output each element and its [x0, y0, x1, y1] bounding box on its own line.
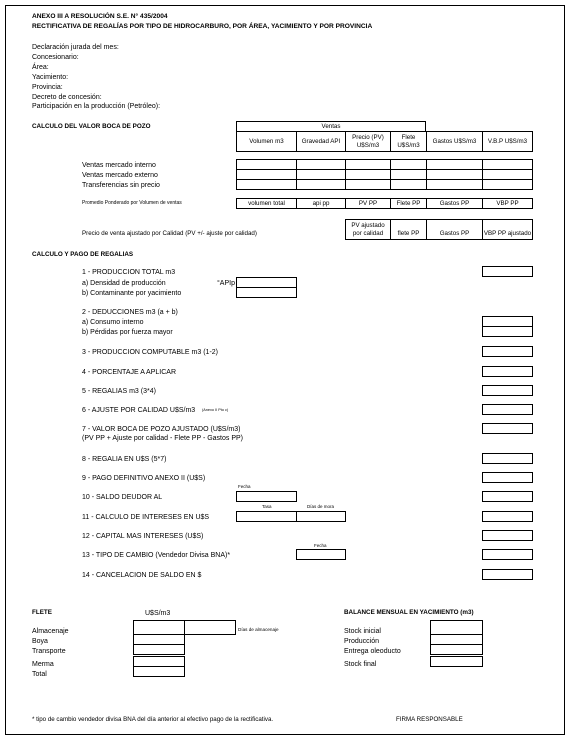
item1a-label: a) Densidad de producción [82, 280, 166, 287]
col-gastos: Gastos U$S/m3 [426, 131, 483, 152]
area-label: Área: [32, 64, 49, 71]
item11-input[interactable] [482, 511, 533, 522]
ajustado-flete-pp[interactable]: flete PP [390, 219, 427, 240]
col-vbp: V.B.P U$S/m3 [482, 131, 533, 152]
regalias-title: CALCULO Y PAGO DE REGALIAS [32, 251, 134, 258]
concesionario-label: Concesionario: [32, 54, 79, 61]
col-flete: Flete U$S/m3 [390, 131, 427, 152]
item5-label: 5 - REGALIAS m3 (3*4) [82, 388, 156, 395]
balance-entrega-label: Entrega oleoducto [344, 648, 401, 655]
item10-fecha-input[interactable] [236, 491, 297, 502]
item2a-label: a) Consumo interno [82, 319, 144, 326]
promedio-volumen-total[interactable]: volumen total [236, 198, 297, 209]
boca-pozo-title: CALCULO DEL VALOR BOCA DE POZO [32, 123, 151, 130]
cell-input[interactable] [296, 179, 346, 190]
col-volumen: Volumen m3 [236, 131, 297, 152]
item11-tasa-caption: Tasa [262, 504, 272, 509]
col-gravedad: Gravedad API [296, 131, 346, 152]
item10-fecha-caption: Fecha [238, 484, 251, 489]
item4-label: 4 - PORCENTAJE A APLICAR [82, 369, 177, 376]
flete-dias-almacenaje-input[interactable] [184, 620, 236, 635]
item14-label: 14 - CANCELACION DE SALDO EN $ [82, 572, 202, 579]
item7-input[interactable] [482, 423, 533, 434]
item9-label: 9 - PAGO DEFINITIVO ANEXO II (U$S) [82, 475, 206, 482]
flete-total-input[interactable] [133, 666, 185, 677]
ajustado-label: Precio de venta ajustado por Calidad (PV +/- ajuste por calidad) [82, 230, 257, 237]
item7-formula: (PV PP + Ajuste por calidad - Flete PP - Gastos PP) [82, 435, 244, 442]
row-transferencias-label: Transferencias sin precio [82, 182, 160, 189]
item3-label: 3 - PRODUCCION COMPUTABLE m3 (1-2) [82, 349, 218, 356]
balance-entrega-input[interactable] [430, 644, 483, 655]
item6-input[interactable] [482, 404, 533, 415]
balance-produccion-label: Producción [344, 638, 380, 645]
promedio-flete-pp[interactable]: Flete PP [390, 198, 427, 209]
item11-dias-caption: Días de mora [307, 504, 335, 509]
item12-input[interactable] [482, 530, 533, 541]
item8-label: 8 - REGALIA EN U$S (5*7) [82, 456, 167, 463]
flete-almacenaje-label: Almacenaje [32, 628, 69, 635]
item14-input[interactable] [482, 569, 533, 580]
ventas-header: Ventas [236, 121, 426, 132]
item10-label: 10 - SALDO DEUDOR AL [82, 494, 163, 501]
promedio-vbp-pp[interactable]: VBP PP [482, 198, 533, 209]
participacion-label: Participación en la producción (Petróleo): [32, 103, 161, 110]
flete-title: FLETE [32, 609, 52, 616]
flete-almacenaje-input[interactable] [133, 620, 185, 635]
item13-input[interactable] [482, 549, 533, 560]
form-title: ANEXO III A RESOLUCIÓN S.E. N° 435/2004 [32, 13, 168, 20]
item1a-unit: °APIp [217, 280, 235, 287]
ajustado-gastos-pp[interactable]: Gastos PP [426, 219, 483, 240]
balance-stock-inicial-input[interactable] [430, 620, 483, 635]
cell-input[interactable] [426, 179, 483, 190]
flete-merma-label: Merma [32, 661, 54, 668]
flete-boya-label: Boya [32, 638, 48, 645]
declaracion-mes-label: Declaración jurada del mes: [32, 44, 119, 51]
balance-stock-inicial-label: Stock inicial [344, 628, 381, 635]
row-ventas-externo-label: Ventas mercado externo [82, 172, 158, 179]
cell-input[interactable] [236, 179, 297, 190]
cell-input[interactable] [390, 179, 427, 190]
flete-dias-label: Días de almacenaje [238, 627, 279, 632]
balance-stock-final-input[interactable] [430, 656, 483, 667]
item1-label: 1 - PRODUCCION TOTAL m3 [82, 269, 176, 276]
item11-label: 11 - CALCULO DE INTERESES EN U$S [82, 514, 210, 521]
flete-total-label: Total [32, 671, 47, 678]
item9-input[interactable] [482, 472, 533, 483]
item13-fecha-caption: Fecha [314, 543, 327, 548]
flete-transporte-input[interactable] [133, 644, 185, 655]
item6-label: 6 - AJUSTE POR CALIDAD U$S/m3 [82, 407, 196, 414]
item11-tasa-input[interactable] [236, 511, 297, 522]
promedio-label: Promedio Ponderado por Volumen de ventas [82, 200, 182, 206]
promedio-gastos-pp[interactable]: Gastos PP [426, 198, 483, 209]
flete-unit: U$S/m3 [145, 610, 171, 617]
item8-input[interactable] [482, 453, 533, 464]
flete-transporte-label: Transporte [32, 648, 66, 655]
balance-title: BALANCE MENSUAL EN YACIMIENTO (m3) [344, 609, 474, 616]
item2b-label: b) Pérdidas por fuerza mayor [82, 329, 173, 336]
item4-input[interactable] [482, 366, 533, 377]
yacimiento-label: Yacimiento: [32, 74, 69, 81]
item11-dias-input[interactable] [296, 511, 346, 522]
form-subtitle: RECTIFICATIVA DE REGALÍAS POR TIPO DE HIDROCARBURO, POR ÁREA, YACIMIENTO Y POR PROVINCIA [32, 23, 373, 30]
item1b-label: b) Contaminante por yacimiento [82, 290, 182, 297]
signature-label: FIRMA RESPONSABLE [396, 716, 463, 723]
item3-input[interactable] [482, 346, 533, 357]
footer-note: * tipo de cambio vendedor divisa BNA del día anterior al efectivo pago de la rectificativa. [32, 716, 274, 723]
decreto-label: Decreto de concesión: [32, 94, 102, 101]
vbp-pp-ajustado[interactable]: VBP PP ajustado [482, 219, 533, 240]
cell-input[interactable] [345, 179, 391, 190]
item5-input[interactable] [482, 385, 533, 396]
col-precio: Precio (PV) U$S/m3 [345, 131, 391, 152]
provincia-label: Provincia: [32, 84, 63, 91]
promedio-pv-pp[interactable]: PV PP [345, 198, 391, 209]
item1b-input[interactable] [236, 287, 297, 298]
item1-input[interactable] [482, 266, 533, 277]
item13-fecha-input[interactable] [296, 549, 346, 560]
promedio-api-pp[interactable]: api pp [296, 198, 346, 209]
row-ventas-interno-label: Ventas mercado interno [82, 162, 156, 169]
item7-label: 7 - VALOR BOCA DE POZO AJUSTADO (U$S/m3) [82, 426, 241, 433]
pv-ajustado-calidad[interactable]: PV ajustado por calidad [345, 219, 391, 240]
item2-label: 2 - DEDUCCIONES m3 (a + b) [82, 309, 178, 316]
item2b-input[interactable] [482, 326, 533, 337]
item12-label: 12 - CAPITAL MAS INTERESES (U$S) [82, 533, 204, 540]
item13-label: 13 - TIPO DE CAMBIO (Vendedor Divisa BNA)* [82, 552, 231, 559]
balance-stock-final-label: Stock final [344, 661, 377, 668]
item10-input[interactable] [482, 491, 533, 502]
cell-input[interactable] [482, 179, 533, 190]
item6-note: (Anexo II Pto c) [202, 408, 229, 412]
